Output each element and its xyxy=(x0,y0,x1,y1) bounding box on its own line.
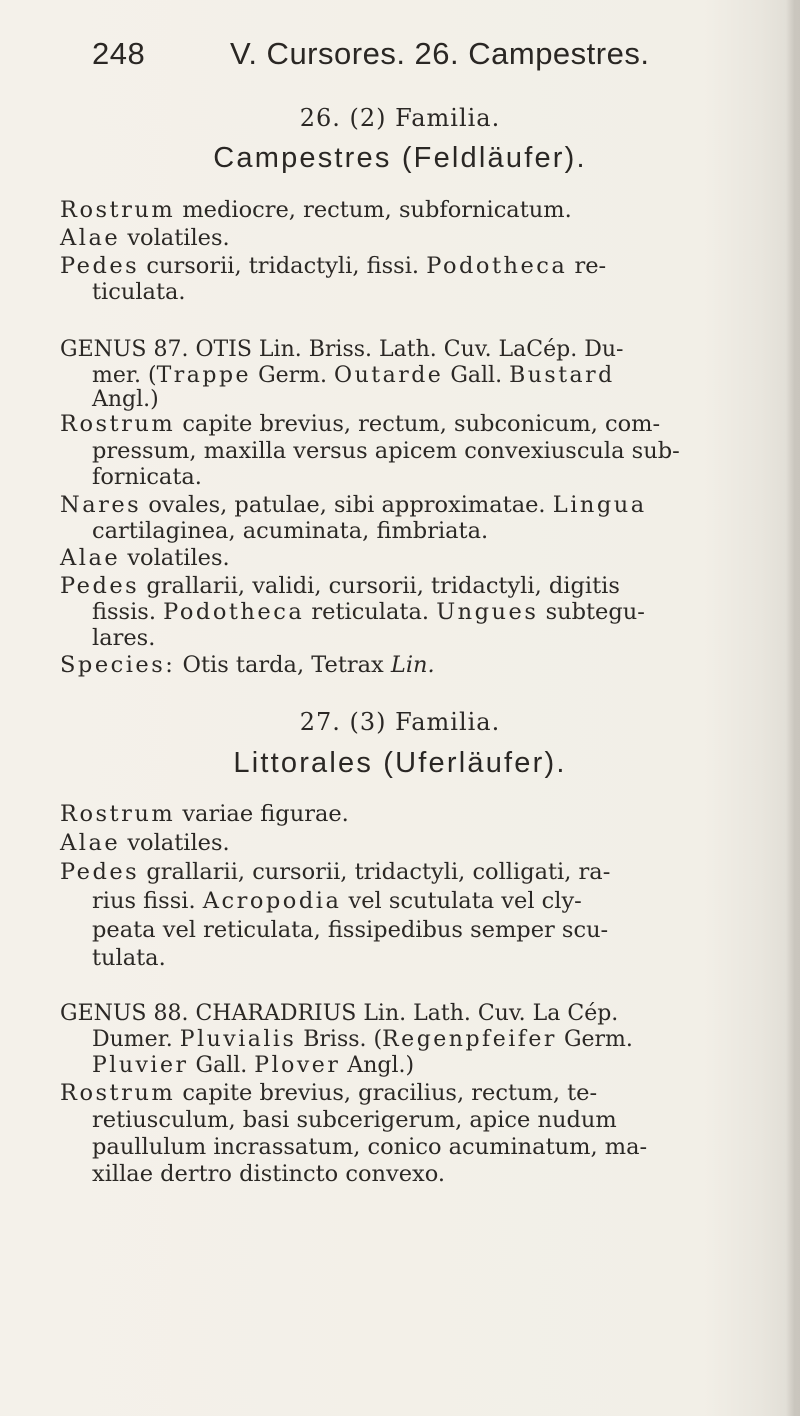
family-27-pedes: Pedes grallarii, cursorii, tridactyli, colligati, ra- xyxy=(60,859,611,885)
genus-88-rostrum: Rostrum capite brevius, gracilius, rectum, te- xyxy=(60,1080,598,1106)
genus-87-rostrum-3: fornicata. xyxy=(92,464,202,490)
genus-87-pedes-3: lares. xyxy=(92,625,156,651)
genus-87-pedes: Pedes grallarii, validi, cursorii, tridactyli, digitis xyxy=(60,573,620,599)
genus-88-vernacular: Dumer. Pluvialis Briss. (Regenpfeifer Germ. xyxy=(92,1027,633,1052)
running-head xyxy=(92,36,692,72)
genus-88-rostrum-2: retiusculum, basi subcerigerum, apice nudum xyxy=(92,1107,617,1133)
genus-87-heading: GENUS 87. OTIS Lin. Briss. Lath. Cuv. LaCép. Du- xyxy=(60,337,624,362)
family-27-title: Littorales (Uferläufer). xyxy=(233,747,567,779)
genus-88-vernacular-cont: Pluvier Gall. Plover Angl.) xyxy=(92,1053,415,1078)
family-27-pedes-4: tulata. xyxy=(92,945,166,971)
family-26-pedes-cont: ticulata. xyxy=(92,279,186,305)
running-title: V. Cursores. 26. Campestres. xyxy=(230,36,650,71)
family-26-rostrum: Rostrum mediocre, rectum, subfornicatum. xyxy=(60,197,572,223)
genus-87-rostrum: Rostrum capite brevius, rectum, subconicum, com- xyxy=(60,411,661,437)
genus-87-nares: Nares ovales, patulae, sibi approximatae. Lingua xyxy=(60,492,647,518)
page-number: 248 xyxy=(92,36,146,71)
genus-88-heading: GENUS 88. CHARADRIUS Lin. Lath. Cuv. La Cép. xyxy=(60,1001,619,1026)
genus-87-species: Species: Otis tarda, Tetrax Lin. xyxy=(60,652,435,678)
genus-88-rostrum-4: xillae dertro distincto convexo. xyxy=(92,1161,446,1187)
genus-87-lingua: cartilaginea, acuminata, fimbriata. xyxy=(92,518,489,544)
genus-87-vernacular: mer. (Trappe Germ. Outarde Gall. Bustard xyxy=(92,363,615,388)
family-26-number: 26. (2) Familia. xyxy=(299,104,501,132)
family-27-number: 27. (3) Familia. xyxy=(299,708,501,736)
genus-88-rostrum-3: paullulum incrassatum, conico acuminatum, ma- xyxy=(92,1134,648,1160)
family-26-pedes: Pedes cursorii, tridactyli, fissi. Podotheca re- xyxy=(60,253,607,279)
family-27-alae: Alae volatiles. xyxy=(60,830,230,856)
genus-87-alae: Alae volatiles. xyxy=(60,545,230,571)
family-26-alae: Alae volatiles. xyxy=(60,225,230,251)
genus-87-vernacular-cont: Angl.) xyxy=(92,387,159,412)
family-26-title: Campestres (Feldläufer). xyxy=(213,142,587,174)
family-27-pedes-2: rius fissi. Acropodia vel scutulata vel cly- xyxy=(92,888,582,914)
genus-87-rostrum-2: pressum, maxilla versus apicem convexiuscula sub- xyxy=(92,438,680,464)
genus-87-pedes-2: fissis. Podotheca reticulata. Ungues subtegu- xyxy=(92,599,645,625)
family-27-pedes-3: peata vel reticulata, fissipedibus semper scu- xyxy=(92,917,609,943)
family-27-rostrum: Rostrum variae figurae. xyxy=(60,801,349,827)
